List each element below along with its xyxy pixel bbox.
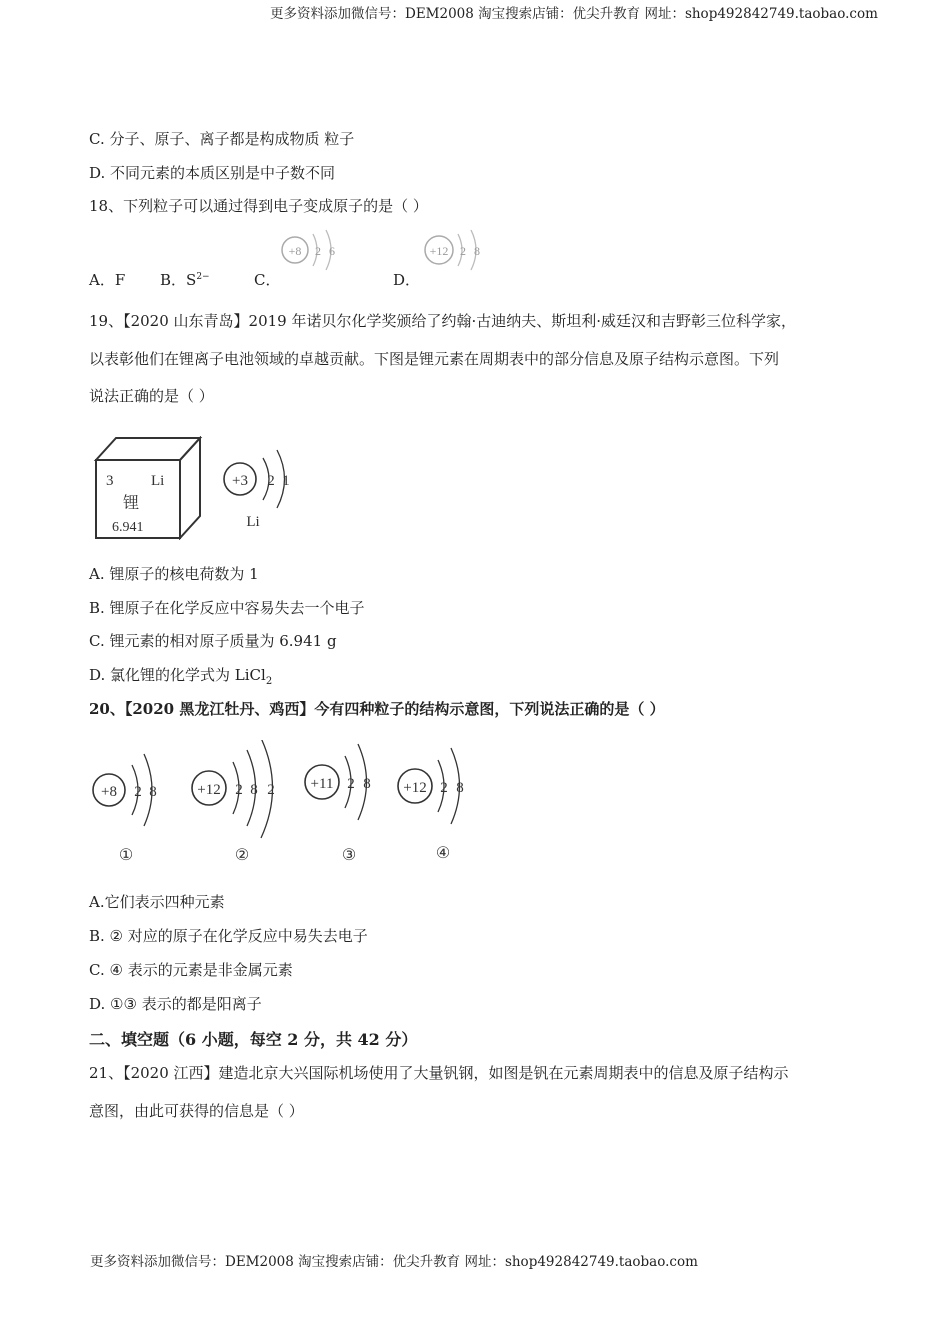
q19-stem-line3: 说法正确的是（ ） bbox=[89, 387, 214, 405]
atomic-number: 3 bbox=[106, 473, 114, 489]
q21-stem-line2: 意图，由此可获得的信息是（ ） bbox=[89, 1102, 304, 1120]
q20-stem bbox=[89, 698, 665, 719]
element-name: 锂 bbox=[123, 495, 140, 512]
element-symbol: Li bbox=[151, 473, 165, 489]
diagram-label: ③ bbox=[341, 847, 357, 864]
shell-count: 2 bbox=[315, 244, 321, 258]
shell-count: 8 bbox=[250, 782, 258, 798]
shell-count: 2 bbox=[235, 782, 243, 798]
atomic-mass: 6.941 bbox=[112, 520, 144, 535]
q18-option-b bbox=[160, 269, 210, 290]
q19-option-c: C. 锂元素的相对原子质量为 6.941 g bbox=[89, 632, 337, 650]
diagram-label: ① bbox=[118, 847, 134, 864]
diagram-label: ④ bbox=[435, 845, 451, 862]
q19-option-d bbox=[89, 664, 272, 687]
shell-count: 2 bbox=[267, 473, 275, 489]
lithium-atom-diagram bbox=[220, 448, 304, 538]
nucleus-charge: +11 bbox=[310, 776, 334, 792]
q21-stem-line1: 21、【2020 江西】建造北京大兴国际机场使用了大量钒钢，如图是钒在元素周期表中的信息及原子结构示 bbox=[89, 1064, 789, 1082]
diagram-label: ② bbox=[234, 847, 250, 864]
shell-count: 2 bbox=[347, 776, 355, 792]
page-footer: 更多资料添加微信号：DEM2008 淘宝搜索店铺：优尖升教育 网址：shop492842749.taobao.com bbox=[90, 1254, 698, 1270]
q18-diagram-d bbox=[420, 228, 494, 278]
shell-count: 2 bbox=[440, 780, 448, 796]
shell-count: 2 bbox=[134, 784, 142, 800]
cube-top bbox=[96, 438, 200, 460]
q18-option-b-charge: 2− bbox=[196, 272, 210, 282]
shell-count: 8 bbox=[149, 784, 157, 800]
shell-count: 1 bbox=[282, 473, 290, 489]
shell-count: 2 bbox=[267, 782, 275, 798]
q19-option-d-text: D. 氯化锂的化学式为 LiCl bbox=[89, 666, 266, 684]
q18-diagram-c bbox=[276, 228, 348, 278]
q19-option-b: B. 锂原子在化学反应中容易失去一个电子 bbox=[89, 599, 365, 617]
shell-count: 8 bbox=[363, 776, 371, 792]
section-2-heading: 二、填空题（6 小题，每空 2 分，共 42 分） bbox=[89, 1030, 418, 1049]
q18-stem: 18、下列粒子可以通过得到电子变成原子的是（ ） bbox=[89, 197, 428, 215]
nucleus-charge: +12 bbox=[197, 782, 221, 798]
shell-count: 8 bbox=[474, 244, 480, 258]
q20-option-b: B. ② 对应的原子在化学反应中易失去电子 bbox=[89, 927, 368, 945]
q18-option-a: A．F bbox=[89, 271, 126, 289]
page-header: 更多资料添加微信号：DEM2008 淘宝搜索店铺：优尖升教育 网址：shop492842749.taobao.com bbox=[270, 6, 878, 22]
shell-count: 2 bbox=[460, 244, 466, 258]
nucleus-charge: +12 bbox=[403, 780, 427, 796]
q20-option-c: C. ④ 表示的元素是非金属元素 bbox=[89, 961, 293, 979]
q17-option-c: C. 分子、原子、离子都是构成物质 粒子 bbox=[89, 130, 355, 148]
q19-stem-line1: 19、【2020 山东青岛】2019 年诺贝尔化学奖颁给了约翰·古迪纳夫、斯坦利·威廷汉和吉野彰三位科学家， bbox=[89, 312, 797, 330]
q20-diagrams bbox=[88, 740, 478, 868]
cube-side bbox=[180, 438, 200, 538]
q20-option-a: A.它们表示四种元素 bbox=[89, 893, 225, 911]
atom-label: Li bbox=[246, 514, 260, 530]
shell-count: 8 bbox=[456, 780, 464, 796]
q18-option-d: D． bbox=[393, 271, 421, 289]
lithium-element-cell bbox=[92, 436, 204, 540]
nucleus-charge: +3 bbox=[232, 473, 248, 489]
q20-stem-text: 20、【2020 黑龙江牡丹、鸡西】今有四种粒子的结构示意图，下列说法正确的是（ ） bbox=[89, 700, 665, 718]
nucleus-charge: +8 bbox=[288, 244, 302, 258]
q19-stem-line2: 以表彰他们在锂离子电池领域的卓越贡献。下图是锂元素在周期表中的部分信息及原子结构示意图。下列 bbox=[89, 350, 780, 368]
shell-count: 6 bbox=[329, 244, 335, 258]
q20-option-d: D. ①③ 表示的都是阳离子 bbox=[89, 995, 262, 1013]
q18-option-c: C． bbox=[254, 271, 281, 289]
q19-option-d-subscript: 2 bbox=[265, 676, 273, 687]
nucleus-charge: +12 bbox=[429, 244, 449, 258]
q18-option-b-text: B．S bbox=[160, 271, 197, 289]
q19-option-a: A. 锂原子的核电荷数为 1 bbox=[89, 565, 259, 583]
nucleus-charge: +8 bbox=[101, 784, 117, 800]
q17-option-d: D. 不同元素的本质区别是中子数不同 bbox=[89, 164, 336, 182]
